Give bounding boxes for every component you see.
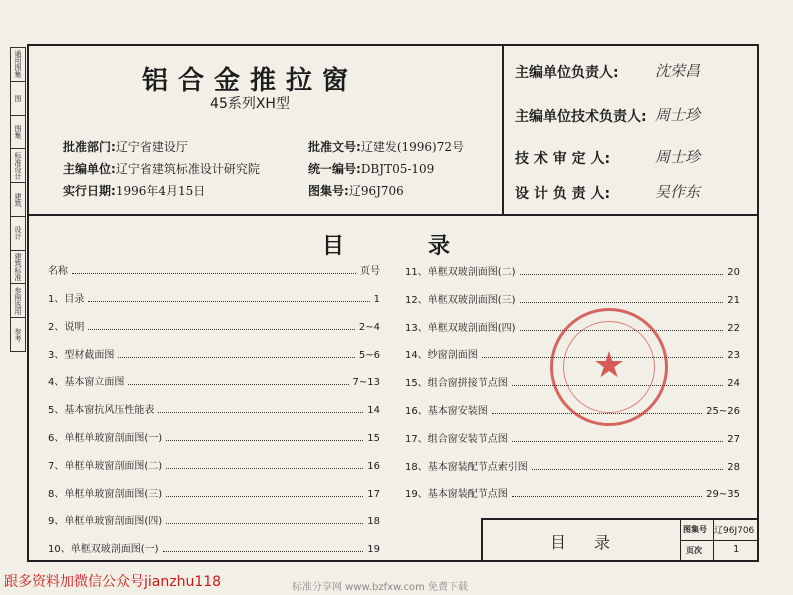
toc-entry-page: 16 xyxy=(367,460,380,472)
leader-dots xyxy=(532,469,724,470)
toc-entry-label: 5、基本窗抗风压性能表 xyxy=(48,405,155,417)
toc-entry[interactable] xyxy=(48,289,380,305)
leader-dots xyxy=(520,274,724,275)
watermark-text: 标准分享网 www.bzfxw.com 免费下载 xyxy=(292,582,468,593)
toc-entry-label: 15、组合窗拼接节点图 xyxy=(405,378,508,390)
toc-entry-label: 8、单框单玻窗剖面图(三) xyxy=(48,488,163,500)
toc-entry-page: 18 xyxy=(367,516,380,528)
toc-entry-label: 14、纱窗剖面图 xyxy=(405,350,478,362)
leader-dots xyxy=(512,441,724,442)
toc-entry[interactable] xyxy=(48,428,380,444)
toc-entry-label: 7、单框单玻窗剖面图(二) xyxy=(48,460,163,472)
toc-entry-page: 14 xyxy=(367,405,380,417)
toc-entry-label: 4、基本窗立面图 xyxy=(48,377,125,389)
official-seal xyxy=(550,308,668,426)
toc-entry-label: 6、单框单玻窗剖面图(一) xyxy=(48,433,163,444)
leader-dots xyxy=(163,551,364,552)
title-block-name: 目 录 xyxy=(550,533,617,552)
toc-header-row xyxy=(48,261,380,277)
leader-dots xyxy=(166,440,363,441)
toc-page-header: 页号 xyxy=(360,266,380,277)
side-strip xyxy=(10,47,26,352)
leader-dots xyxy=(128,384,348,385)
toc-entry[interactable] xyxy=(405,484,740,500)
title-block-page-label: 页次 xyxy=(686,546,702,555)
toc-entry-label: 3、型材截面图 xyxy=(48,349,115,361)
toc-entry[interactable] xyxy=(405,290,740,306)
signature: 周士珍 xyxy=(655,106,701,124)
toc-entry-page: 20 xyxy=(727,267,740,278)
toc-entry-page: 22 xyxy=(727,322,740,334)
toc-entry[interactable] xyxy=(48,539,380,555)
divider xyxy=(481,518,483,562)
toc-entry-page: 2~4 xyxy=(358,321,380,333)
responsible-label: 设 计 负 责 人: xyxy=(515,186,611,202)
toc-entry[interactable] xyxy=(48,372,380,388)
divider xyxy=(680,540,759,541)
toc-entry-page: 23 xyxy=(727,350,740,362)
side-strip-cell: 参照选用 xyxy=(11,284,25,318)
toc-name-header: 名称 xyxy=(48,266,68,277)
leader-dots xyxy=(88,329,355,330)
divider xyxy=(481,518,759,520)
divider xyxy=(27,214,759,216)
toc-entry-page: 27 xyxy=(727,433,740,445)
responsible-label: 主编单位技术负责人: xyxy=(515,109,647,125)
editor-unit: 主编单位:辽宁省建筑标准设计研究院 xyxy=(63,162,260,176)
toc-entry[interactable] xyxy=(48,511,380,527)
toc-entry[interactable] xyxy=(48,317,380,333)
signature: 沈荣昌 xyxy=(655,62,701,80)
side-strip-cell: 参考 xyxy=(14,327,22,342)
toc-entry-page: 21 xyxy=(727,294,740,306)
toc-entry-label: 17、组合窗安装节点图 xyxy=(405,433,508,445)
toc-entry-page: 15 xyxy=(367,433,380,444)
toc-entry-label: 1、目录 xyxy=(48,294,85,305)
toc-entry[interactable] xyxy=(48,400,380,416)
side-strip-cell: 建筑标准 xyxy=(11,251,25,285)
title-block-page: 1 xyxy=(733,544,740,555)
leader-dots xyxy=(72,273,356,274)
approval-no: 批准文号:辽建发(1996)72号 xyxy=(308,140,464,154)
leader-dots xyxy=(118,357,355,358)
toc-entry-label: 19、基本窗装配节点图 xyxy=(405,489,508,501)
toc-entry-page: 1 xyxy=(373,294,380,305)
star-icon: ★ xyxy=(592,345,626,386)
title-block-atlas-label: 图集号 xyxy=(683,525,707,534)
leader-dots xyxy=(512,496,702,497)
effective-date: 实行日期:1996年4月15日 xyxy=(63,184,206,198)
toc-entry[interactable] xyxy=(405,457,740,473)
toc-heading: 目 xyxy=(322,234,345,259)
toc-entry-page: 29~35 xyxy=(706,489,740,501)
promo-text: 跟多资料加微信公众号jianzhu118 xyxy=(4,574,222,590)
side-strip-cell: 建筑 xyxy=(11,183,25,217)
toc-entry[interactable] xyxy=(405,429,740,445)
toc-entry-page: 19 xyxy=(367,544,380,556)
divider xyxy=(502,44,504,216)
toc-entry-label: 18、基本窗装配节点索引图 xyxy=(405,461,528,473)
toc-entry-page: 5~6 xyxy=(358,349,380,361)
signature: 周士珍 xyxy=(655,148,701,166)
approval-dept: 批准部门:辽宁省建设厅 xyxy=(63,140,188,154)
leader-dots xyxy=(166,523,363,524)
responsible-label: 主编单位负责人: xyxy=(515,65,619,81)
side-strip-cell: 图 xyxy=(11,82,25,116)
unified-no: 统一编号:DBJT05-109 xyxy=(308,162,435,176)
side-strip-cell: 设计 xyxy=(11,217,25,251)
side-strip-cell: 图集 xyxy=(11,116,25,150)
toc-entry-page: 7~13 xyxy=(352,377,380,389)
toc-entry-label: 12、单框双玻剖面图(三) xyxy=(405,294,516,306)
responsible-label: 技 术 审 定 人: xyxy=(515,151,611,167)
leader-dots xyxy=(88,301,369,302)
toc-entry-page: 28 xyxy=(727,461,740,473)
page-title: 铝合金推拉窗 xyxy=(141,66,358,96)
toc-entry[interactable] xyxy=(405,262,740,278)
toc-entry[interactable] xyxy=(48,484,380,500)
toc-entry-label: 9、单框单玻窗剖面图(四) xyxy=(48,516,163,528)
toc-heading: 录 xyxy=(428,234,451,259)
title-block-atlas-no: 辽96J706 xyxy=(714,526,755,536)
signature: 吴作东 xyxy=(655,183,701,201)
toc-entry-page: 25~26 xyxy=(706,406,740,417)
toc-entry-label: 10、单框双玻剖面图(一) xyxy=(48,544,159,556)
leader-dots xyxy=(158,412,363,413)
atlas-no: 图集号:辽96J706 xyxy=(308,184,404,198)
toc-entry-label: 13、单框双玻剖面图(四) xyxy=(405,322,516,334)
toc-entry[interactable] xyxy=(48,345,380,361)
toc-entry-label: 11、单框双玻剖面图(二) xyxy=(405,267,516,278)
leader-dots xyxy=(166,496,363,497)
page-subtitle: 45系列XH型 xyxy=(210,96,290,112)
toc-entry-page: 17 xyxy=(367,488,380,500)
leader-dots xyxy=(520,302,724,303)
toc-entry-label: 2、说明 xyxy=(48,321,85,333)
toc-entry-page: 24 xyxy=(727,378,740,390)
leader-dots xyxy=(166,468,363,469)
toc-entry[interactable] xyxy=(48,456,380,472)
side-strip-cell: 通用图集 xyxy=(11,48,25,82)
side-strip-cell: 标准设计 xyxy=(11,149,25,183)
toc-entry-label: 16、基本窗安装图 xyxy=(405,406,488,417)
